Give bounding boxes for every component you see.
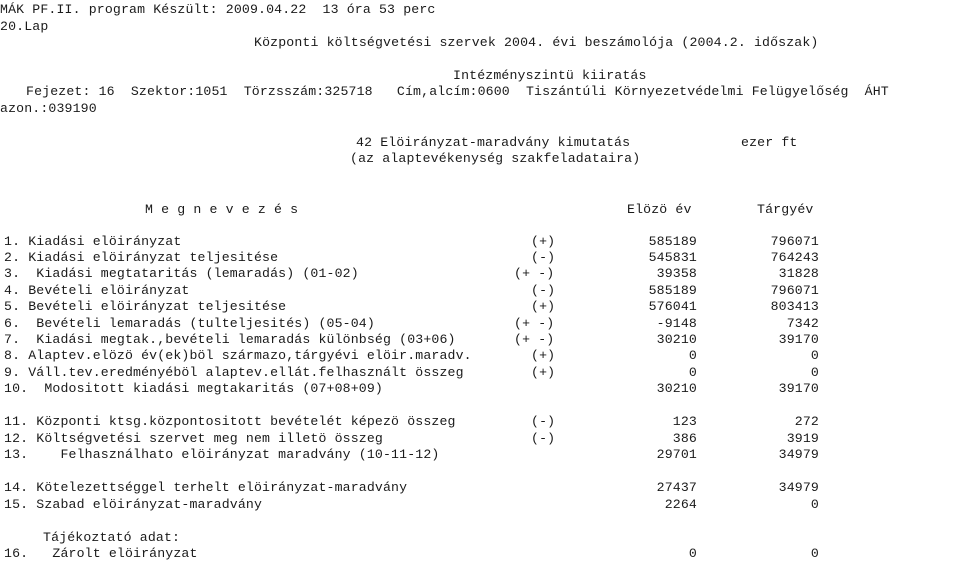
page-number: 20.Lap	[0, 19, 49, 34]
info-row-label: 16. Zárolt elöirányzat	[4, 546, 198, 561]
row-value-previous: 0	[688, 348, 697, 363]
row-value-previous: 2264	[664, 497, 697, 512]
aht-identifier: azon.:039190	[0, 101, 97, 116]
row-value-previous: 39358	[656, 266, 697, 281]
row-label: 9. Váll.tev.eredményéböl alaptev.ellát.felhasznált összeg	[4, 365, 464, 380]
column-header-previous-year: Elözö év	[627, 202, 692, 217]
row-label: 11. Központi ktsg.központositott bevételét képezö összeg	[4, 414, 456, 429]
row-value-current: 272	[794, 414, 819, 429]
row-sign: (+ -)	[514, 266, 555, 281]
row-label: 1. Kiadási elöirányzat	[4, 234, 182, 249]
row-value-current: 7342	[786, 316, 819, 331]
row-sign: (+ -)	[514, 332, 555, 347]
row-sign: (-)	[531, 250, 556, 265]
info-row-previous: 0	[688, 546, 697, 561]
row-value-current: 796071	[770, 283, 819, 298]
row-sign: (+)	[531, 365, 556, 380]
row-value-current: 34979	[778, 447, 819, 462]
row-label: 5. Bevételi elöirányzat teljesitése	[4, 299, 287, 314]
info-row-current: 0	[810, 546, 819, 561]
row-value-previous: 29701	[656, 447, 697, 462]
institution-identifiers: Fejezet: 16 Szektor:1051 Törzsszám:325718 Cím,alcím:0600 Tiszántúli Környezetvédelmi Felügyelőség ÁHT	[26, 84, 889, 99]
print-info: MÁK PF.II. program Készült: 2009.04.22 13 óra 53 perc	[0, 2, 436, 17]
info-heading: Tájékoztató adat:	[43, 530, 181, 545]
row-value-current: 34979	[778, 480, 819, 495]
row-value-previous: 123	[672, 414, 697, 429]
row-label: 14. Kötelezettséggel terhelt elöirányzat-maradvány	[4, 480, 408, 495]
row-label: 2. Kiadási elöirányzat teljesitése	[4, 250, 279, 265]
row-value-previous: 30210	[656, 332, 697, 347]
row-value-current: 803413	[770, 299, 819, 314]
row-sign: (+ -)	[514, 316, 555, 331]
row-value-current: 796071	[770, 234, 819, 249]
row-sign: (+)	[531, 348, 556, 363]
row-value-current: 39170	[778, 381, 819, 396]
currency-unit: ezer ft	[741, 135, 798, 150]
row-value-current: 31828	[778, 266, 819, 281]
row-value-previous: 576041	[648, 299, 697, 314]
row-label: 8. Alaptev.elözö év(ek)böl származo,tárgyévi elöir.maradv.	[4, 348, 472, 363]
row-value-previous: 585189	[648, 234, 697, 249]
row-label: 7. Kiadási megtak.,bevételi lemaradás különbség (03+06)	[4, 332, 456, 347]
print-scope: Intézményszintü kiiratás	[453, 68, 647, 83]
row-label: 4. Bevételi elöirányzat	[4, 283, 190, 298]
row-value-current: 0	[810, 365, 819, 380]
row-value-previous: -9148	[656, 316, 697, 331]
row-label: 6. Bevételi lemaradás (tulteljesités) (05-04)	[4, 316, 375, 331]
row-value-previous: 0	[688, 365, 697, 380]
row-label: 10. Modositott kiadási megtakaritás (07+08+09)	[4, 381, 383, 396]
row-value-current: 3919	[786, 431, 819, 446]
row-sign: (+)	[531, 234, 556, 249]
report-title: 42 Elöirányzat-maradvány kimutatás	[356, 135, 631, 150]
row-value-previous: 585189	[648, 283, 697, 298]
row-value-previous: 386	[672, 431, 697, 446]
report-subtitle: (az alaptevékenység szakfeladataira)	[350, 151, 641, 166]
row-value-previous: 27437	[656, 480, 697, 495]
row-sign: (+)	[531, 299, 556, 314]
row-label: 15. Szabad elöirányzat-maradvány	[4, 497, 263, 512]
row-label: 3. Kiadási megtataritás (lemaradás) (01-02)	[4, 266, 359, 281]
row-value-current: 0	[810, 348, 819, 363]
row-sign: (-)	[531, 414, 556, 429]
row-value-current: 0	[810, 497, 819, 512]
column-header-current-year: Tárgyév	[757, 202, 814, 217]
row-value-previous: 30210	[656, 381, 697, 396]
row-value-current: 764243	[770, 250, 819, 265]
row-sign: (-)	[531, 283, 556, 298]
row-label: 12. Költségvetési szervet meg nem illetö összeg	[4, 431, 383, 446]
row-value-current: 39170	[778, 332, 819, 347]
report-series-title: Központi költségvetési szervek 2004. évi beszámolója (2004.2. időszak)	[254, 35, 819, 50]
row-value-previous: 545831	[648, 250, 697, 265]
row-label: 13. Felhasználhato elöirányzat maradvány (10-11-12)	[4, 447, 440, 462]
column-header-name: M e g n e v e z é s	[145, 202, 299, 217]
row-sign: (-)	[531, 431, 556, 446]
